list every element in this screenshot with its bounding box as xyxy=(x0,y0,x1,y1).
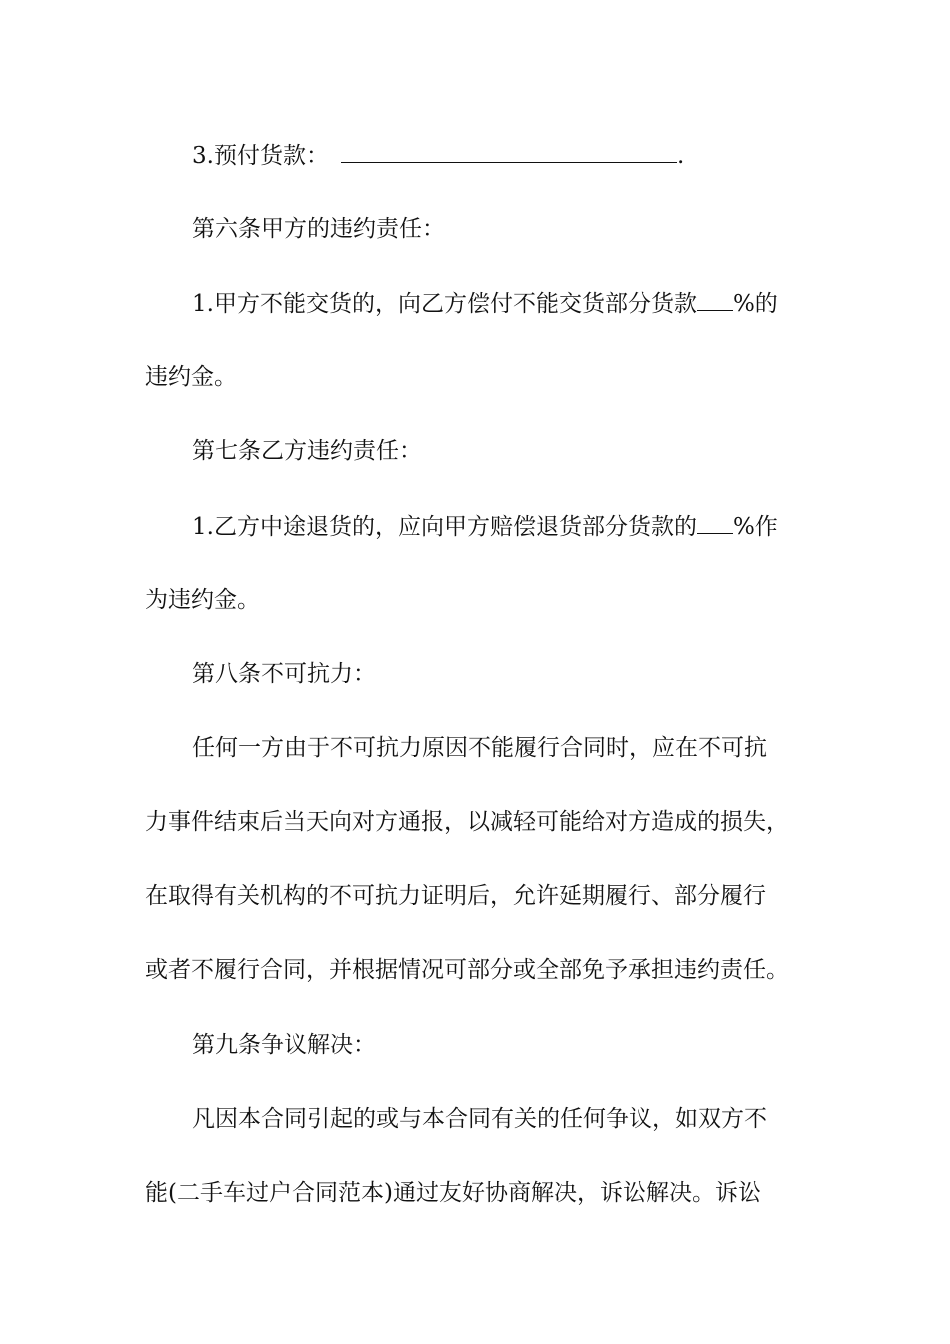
article-8-heading: 第八条不可抗力： xyxy=(192,661,376,687)
article-6-clause-1 xyxy=(0,288,950,319)
article-8-line-1: 任何一方由于不可抗力原因不能履行合同时，应在不可抗 xyxy=(192,735,767,761)
article-8-line-3: 在取得有关机构的不可抗力证明后，允许延期履行、部分履行 xyxy=(145,883,766,909)
article-8-line-2: 力事件结束后当天向对方通报，以减轻可能给对方造成的损失， xyxy=(145,809,789,835)
article-9-line-2: 能(二手车过户合同范本)通过友好协商解决，诉讼解决。诉讼 xyxy=(145,1180,761,1206)
item-3-period: . xyxy=(676,143,685,169)
article-6-heading: 第六条甲方的违约责任： xyxy=(192,216,445,242)
article-7-clause-1-continued: 为违约金。 xyxy=(145,587,260,613)
article-7-clause-1 xyxy=(0,511,950,542)
prepayment-blank xyxy=(341,140,677,163)
article-6-clause-1-continued: 违约金。 xyxy=(145,364,237,390)
article-9-line-1: 凡因本合同引起的或与本合同有关的任何争议，如双方不 xyxy=(192,1106,767,1132)
penalty-percent-blank-a xyxy=(697,288,733,311)
item-3-prepayment xyxy=(0,140,950,171)
item-3-label: 3.预付货款： xyxy=(192,143,329,169)
article-9-heading: 第九条争议解决： xyxy=(192,1032,376,1058)
article-7-clause-1-text: 1.乙方中途退货的，应向甲方赔偿退货部分货款的 xyxy=(192,514,697,540)
article-8-line-4: 或者不履行合同，并根据情况可部分或全部免予承担违约责任。 xyxy=(145,957,789,983)
article-7-heading: 第七条乙方违约责任： xyxy=(192,438,422,464)
article-6-clause-1-suffix: %的 xyxy=(732,291,778,317)
article-7-clause-1-suffix: %作 xyxy=(732,514,778,540)
penalty-percent-blank-b xyxy=(697,511,733,534)
article-6-clause-1-text: 1.甲方不能交货的，向乙方偿付不能交货部分货款 xyxy=(192,291,697,317)
